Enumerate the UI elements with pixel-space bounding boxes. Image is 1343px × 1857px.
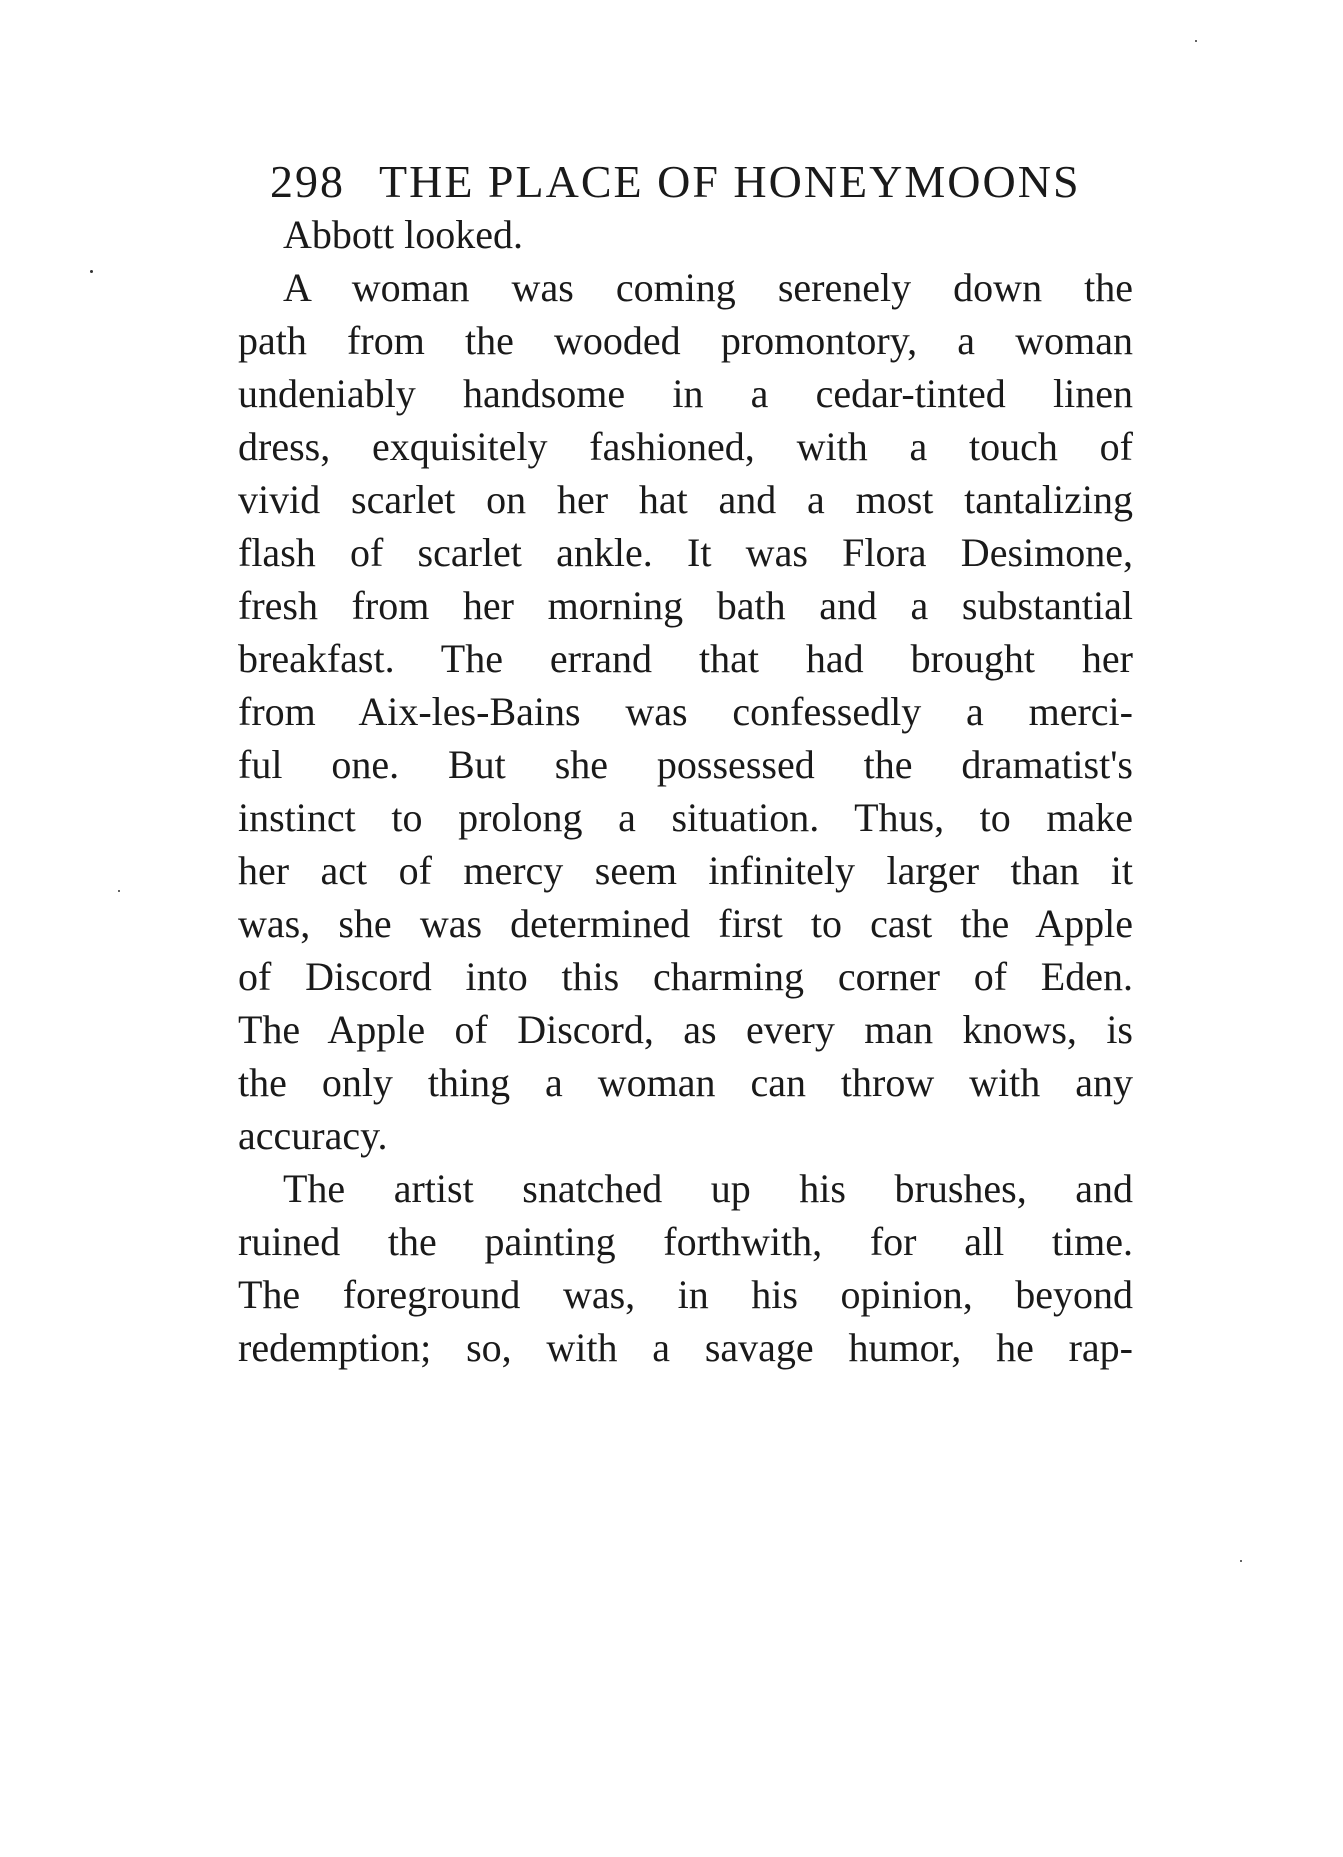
text-line: ruined the painting forthwith, for all time. [238, 1219, 1133, 1264]
scan-speck [1195, 40, 1197, 42]
text-line: redemption; so, with a savage humor, he rap- [238, 1325, 1133, 1370]
running-title: THE PLACE OF HONEYMOONS [379, 156, 1081, 207]
text-line: breakfast. The errand that had brought her [238, 636, 1133, 681]
text-line: The foreground was, in his opinion, beyond [238, 1272, 1133, 1317]
text-line: The artist snatched up his brushes, and [283, 1166, 1133, 1211]
text-line: fresh from her morning bath and a substantial [238, 583, 1133, 628]
scan-speck [1240, 1560, 1242, 1562]
text-line: accuracy. [238, 1113, 388, 1158]
text-line: Abbott looked. [283, 212, 523, 257]
text-line: the only thing a woman can throw with any [238, 1060, 1133, 1105]
text-line: flash of scarlet ankle. It was Flora Desimone, [238, 530, 1133, 575]
scan-speck [90, 270, 93, 273]
text-line: path from the wooded promontory, a woman [238, 318, 1133, 363]
text-line: A woman was coming serenely down the [283, 265, 1133, 310]
text-line: The Apple of Discord, as every man knows, is [238, 1007, 1133, 1052]
text-line: ful one. But she possessed the dramatist's [238, 742, 1133, 787]
text-line: her act of mercy seem infinitely larger than it [238, 848, 1133, 893]
text-line: undeniably handsome in a cedar-tinted linen [238, 371, 1133, 416]
text-line: was, she was determined first to cast the Apple [238, 901, 1133, 946]
text-line: from Aix-les-Bains was confessedly a merci- [238, 689, 1133, 734]
running-header [270, 152, 1130, 212]
text-line: vivid scarlet on her hat and a most tantalizing [238, 477, 1133, 522]
text-line: dress, exquisitely fashioned, with a touch of [238, 424, 1133, 469]
text-line: instinct to prolong a situation. Thus, to make [238, 795, 1133, 840]
page-number: 298 [270, 156, 345, 207]
text-line: of Discord into this charming corner of Eden. [238, 954, 1133, 999]
scan-speck [118, 890, 120, 892]
